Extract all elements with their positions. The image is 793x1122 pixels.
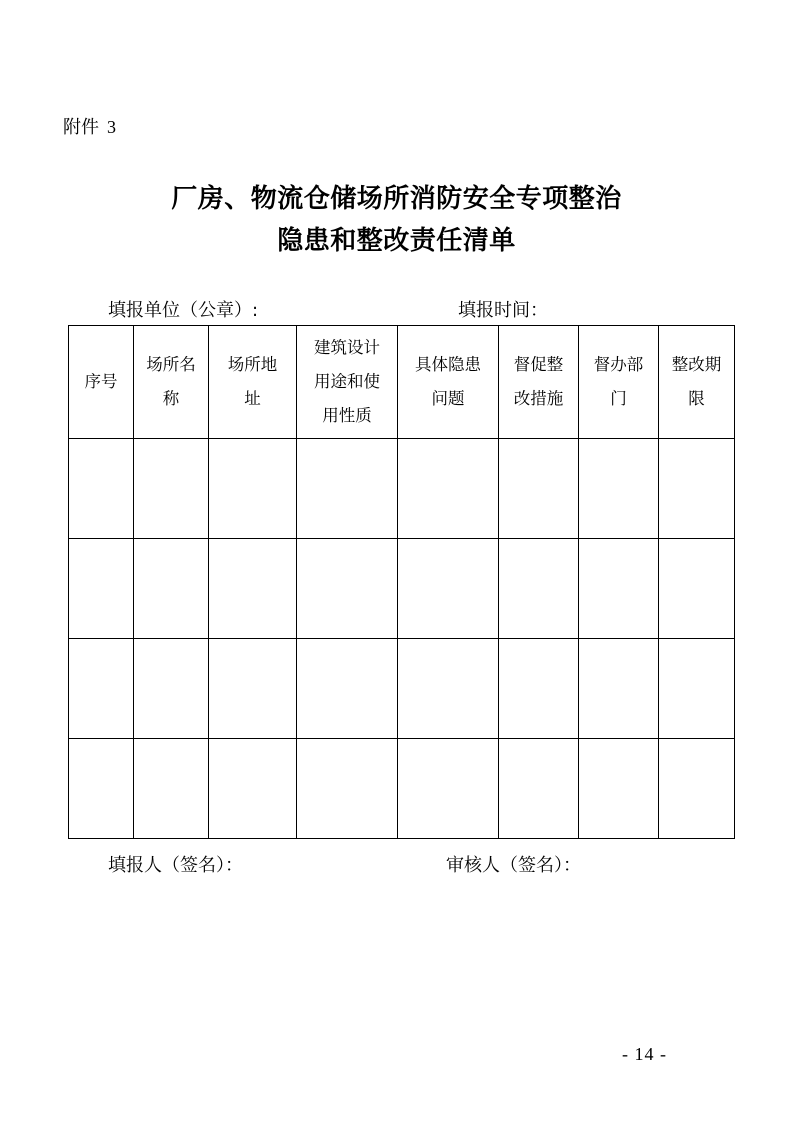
filler-signature-label: 填报人（签名）： (108, 855, 243, 876)
header-cell: 具体隐患 问题 (398, 326, 499, 439)
table-cell[interactable] (69, 539, 134, 639)
table-cell[interactable] (579, 739, 659, 839)
table-cell[interactable] (499, 539, 579, 639)
table-row (69, 739, 735, 839)
table-cell[interactable] (69, 439, 134, 539)
table-cell[interactable] (209, 639, 297, 739)
table-cell[interactable] (398, 539, 499, 639)
table-cell[interactable] (659, 739, 735, 839)
table-cell[interactable] (134, 539, 209, 639)
table-row (69, 539, 735, 639)
table-cell[interactable] (134, 439, 209, 539)
table-cell[interactable] (499, 639, 579, 739)
table-cell[interactable] (209, 439, 297, 539)
table-header-row (69, 326, 735, 439)
attachment-text: 附件 (63, 117, 99, 138)
attachment-label (63, 113, 116, 139)
header-cell: 督促整 改措施 (499, 326, 579, 439)
table-cell[interactable] (579, 639, 659, 739)
table-cell[interactable] (297, 739, 398, 839)
page-number: - 14 - (622, 1044, 667, 1064)
fill-time-label: 填报时间： (458, 300, 548, 321)
fill-unit-label: 填报单位（公章）: (108, 300, 259, 321)
table-cell[interactable] (499, 739, 579, 839)
table-cell[interactable] (209, 739, 297, 839)
table-cell[interactable] (398, 639, 499, 739)
table-cell[interactable] (579, 539, 659, 639)
header-cell: 建筑设计 用途和使 用性质 (297, 326, 398, 439)
table-cell[interactable] (134, 739, 209, 839)
document-title-line-1: 厂房、物流仓储场所消防安全专项整治 (171, 184, 622, 214)
table-cell[interactable] (297, 639, 398, 739)
hazard-checklist-table (68, 325, 735, 839)
table-cell[interactable] (579, 439, 659, 539)
table-cell[interactable] (209, 539, 297, 639)
table-cell[interactable] (69, 739, 134, 839)
header-cell: 督办部 门 (579, 326, 659, 439)
table-cell[interactable] (297, 539, 398, 639)
table-cell[interactable] (134, 639, 209, 739)
table-row (69, 439, 735, 539)
table-cell[interactable] (659, 539, 735, 639)
table-cell[interactable] (69, 639, 134, 739)
table-row (69, 639, 735, 739)
table-cell[interactable] (297, 439, 398, 539)
header-cell: 场所名 称 (134, 326, 209, 439)
header-cell: 序号 (69, 326, 134, 439)
reviewer-signature-label: 审核人（签名）： (446, 855, 581, 876)
table-cell[interactable] (398, 439, 499, 539)
table-cell[interactable] (499, 439, 579, 539)
table-cell[interactable] (659, 639, 735, 739)
table-cell[interactable] (398, 739, 499, 839)
table-cell[interactable] (659, 439, 735, 539)
header-cell: 场所地 址 (209, 326, 297, 439)
document-title-line-2: 隐患和整改责任清单 (277, 226, 516, 256)
attachment-number: 3 (107, 117, 116, 137)
header-cell: 整改期 限 (659, 326, 735, 439)
